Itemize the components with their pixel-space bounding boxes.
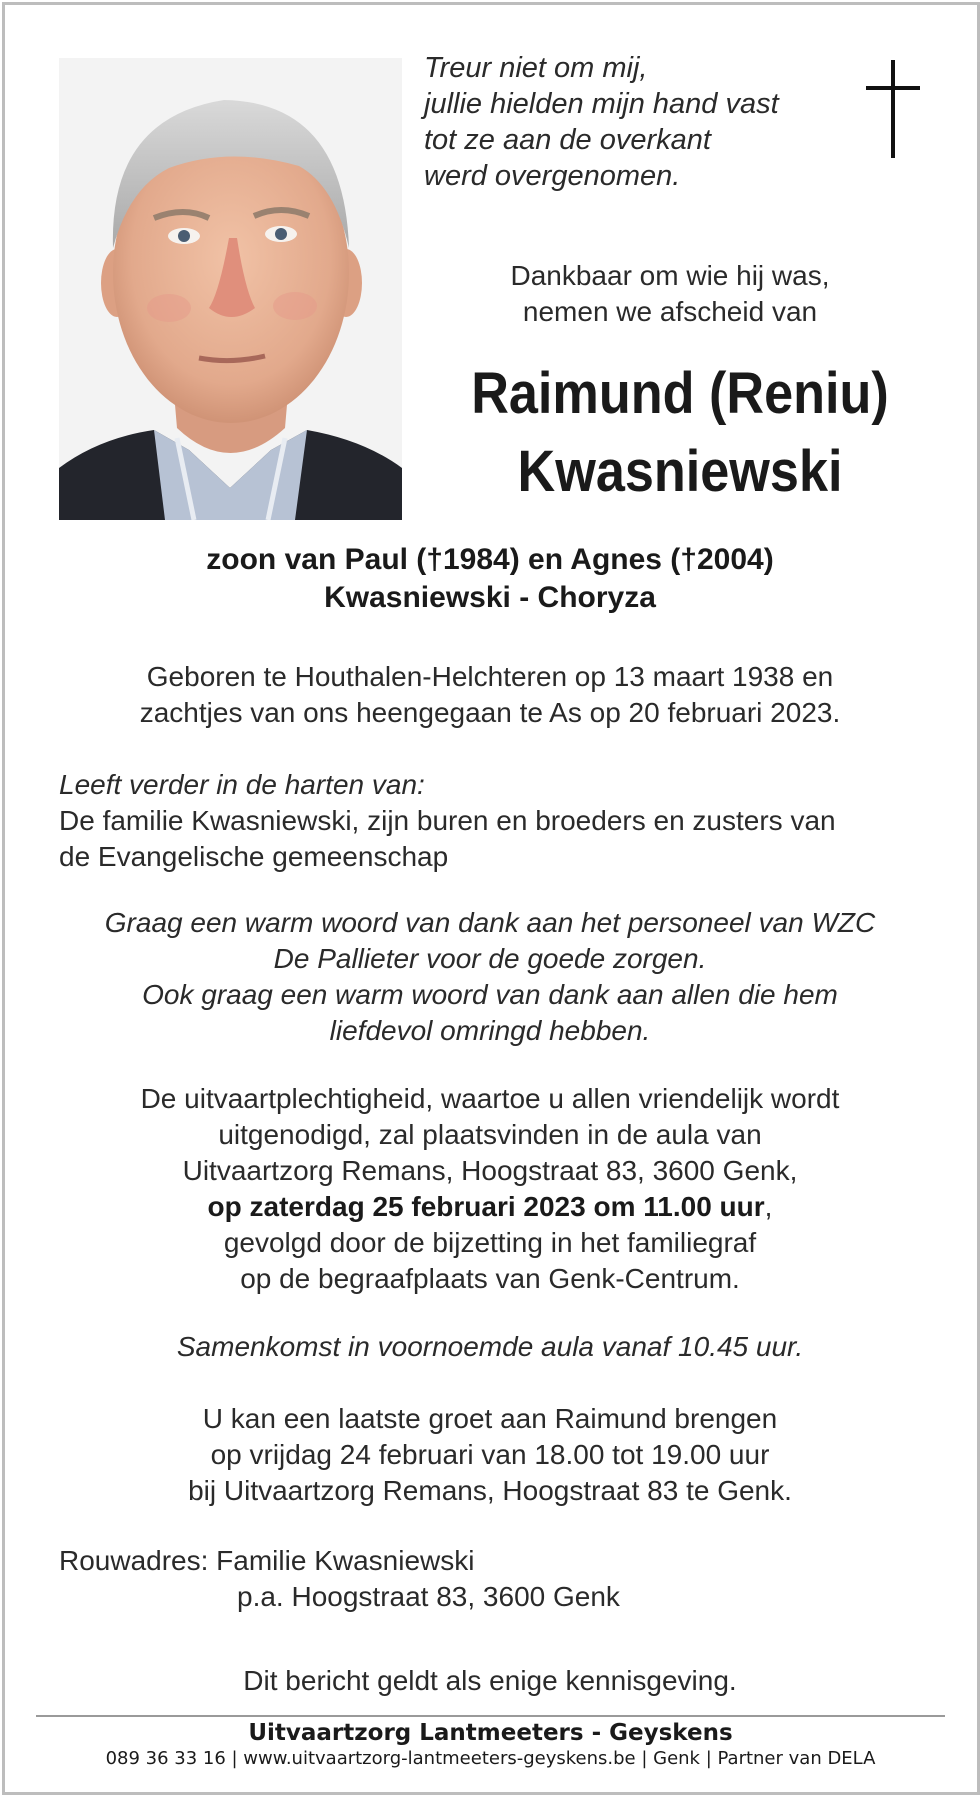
meeting-text: Samenkomst in voornoemde aula vanaf 10.45 uur. (176, 1331, 804, 1362)
thanks-line: liefdevol omringd hebben. (329, 1015, 651, 1046)
ceremony-date-suffix: , (764, 1191, 773, 1222)
notice-text: Dit bericht geldt als enige kennisgeving. (243, 1665, 737, 1696)
footer-divider (36, 1715, 945, 1717)
survivors-line: de Evangelische gemeenschap (59, 841, 449, 872)
name-line: Kwasniewski (517, 439, 843, 504)
footer-title: Uitvaartzorg Lantmeeters - Geyskens (248, 1720, 733, 1746)
thanks-line: Graag een warm woord van dank aan het personeel van WZC (104, 907, 876, 938)
poem (424, 50, 779, 194)
portrait-photo (59, 58, 402, 520)
poem-line: tot ze aan de overkant (424, 124, 711, 156)
ceremony-line: gevolgd door de bijzetting in het familiegraf (223, 1227, 757, 1258)
ceremony-line: uitgenodigd, zal plaatsvinden in de aula van (218, 1119, 762, 1150)
thanks-text (59, 905, 921, 1049)
survivors-heading: Leeft verder in de harten van: (59, 769, 425, 800)
name-line: Raimund (Reniu) (471, 361, 889, 426)
parents-line: Kwasniewski - Choryza (324, 581, 656, 614)
address-line: Rouwadres: Familie Kwasniewski (59, 1545, 475, 1576)
cross-icon (862, 60, 924, 160)
ceremony-date-line (59, 1189, 921, 1225)
ceremony-text (59, 1081, 921, 1297)
poem-line: Treur niet om mij, (424, 52, 648, 84)
farewell-text (59, 1401, 921, 1509)
deceased-name (446, 355, 914, 511)
birth-line: zachtjes van ons heengegaan te As op 20 februari 2023. (139, 697, 841, 728)
poem-line: jullie hielden mijn hand vast (424, 88, 779, 120)
thanks-line: De Pallieter voor de goede zorgen. (273, 943, 707, 974)
ceremony-line: De uitvaartplechtigheid, waartoe u allen vriendelijk wordt (140, 1083, 840, 1114)
footer-contact: 089 36 33 16 | www.uitvaartzorg-lantmeeters-geyskens.be | Genk | Partner van DELA (105, 1748, 876, 1769)
birth-death-text (59, 659, 921, 731)
birth-line: Geboren te Houthalen-Helchteren op 13 maart 1938 en (146, 661, 834, 692)
mourning-address (59, 1543, 939, 1615)
poem-line: werd overgenomen. (424, 160, 681, 192)
survivors-text (59, 767, 939, 875)
intro-line: Dankbaar om wie hij was, (510, 260, 830, 291)
ceremony-date: op zaterdag 25 februari 2023 om 11.00 uur (207, 1191, 765, 1222)
thanks-line: Ook graag een warm woord van dank aan allen die hem (142, 979, 838, 1010)
survivors-line: De familie Kwasniewski, zijn buren en broeders en zusters van (59, 805, 836, 836)
farewell-line: bij Uitvaartzorg Remans, Hoogstraat 83 te Genk. (188, 1475, 792, 1506)
farewell-line: U kan een laatste groet aan Raimund brengen (202, 1403, 778, 1434)
farewell-line: op vrijdag 24 februari van 18.00 tot 19.00 uur (210, 1439, 770, 1470)
intro-text (440, 258, 900, 330)
ceremony-line: Uitvaartzorg Remans, Hoogstraat 83, 3600 Genk, (182, 1155, 798, 1186)
parents-line: zoon van Paul (†1984) en Agnes (†2004) (206, 543, 774, 576)
parents-text (59, 541, 921, 617)
intro-line: nemen we afscheid van (522, 296, 818, 327)
ceremony-line: op de begraafplaats van Genk-Centrum. (240, 1263, 740, 1294)
address-line: p.a. Hoogstraat 83, 3600 Genk (237, 1581, 620, 1612)
